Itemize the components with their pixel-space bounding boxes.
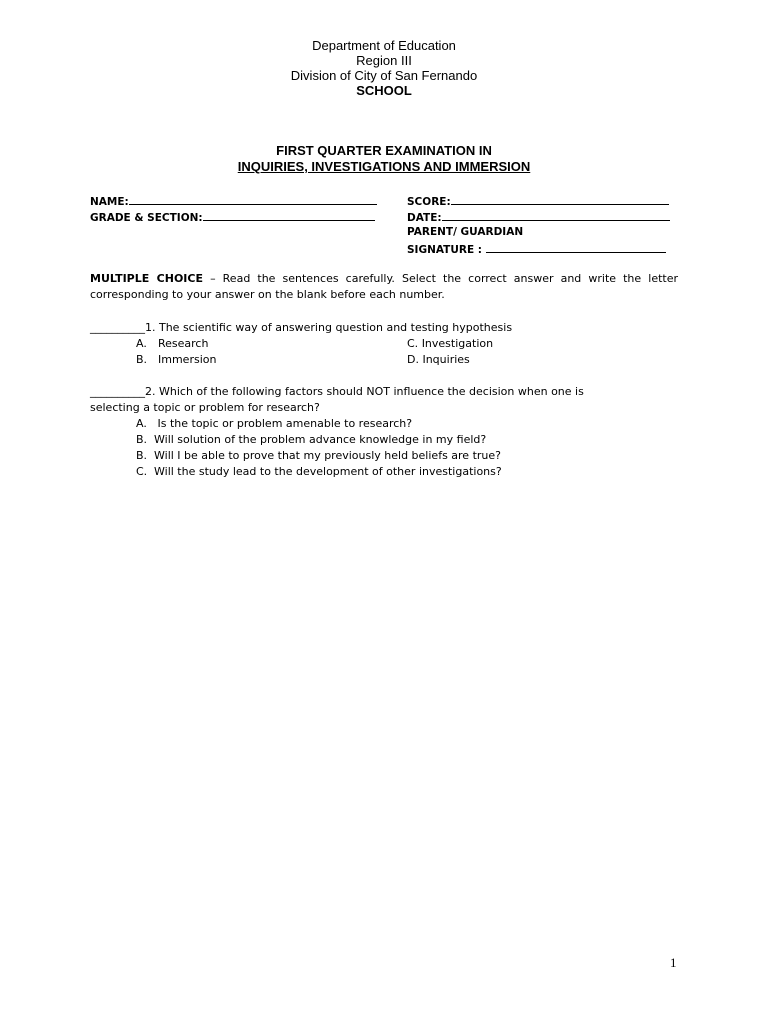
option-letter: C. xyxy=(136,465,148,478)
document-header xyxy=(0,38,768,98)
option-letter: D. xyxy=(407,353,419,366)
page-number: 1 xyxy=(670,955,677,970)
grade-section-label: GRADE & SECTION: xyxy=(90,212,203,224)
date-label: DATE: xyxy=(407,212,442,224)
grade-section-field xyxy=(90,208,375,226)
name-label: NAME: xyxy=(90,196,129,208)
option-2b-second xyxy=(136,448,501,464)
date-blank[interactable] xyxy=(442,208,670,221)
score-label: SCORE: xyxy=(407,196,451,208)
option-text: Is the topic or problem amenable to research? xyxy=(154,417,413,430)
option-1a xyxy=(136,336,208,352)
instructions-text: – Read the sentences carefully. Select the correct answer and write the letter corresponding to your answer on the blank before each number. xyxy=(90,272,678,301)
school-name: SCHOOL xyxy=(356,83,412,98)
question-1 xyxy=(90,320,512,336)
exam-title xyxy=(0,143,768,175)
division-name: Division of City of San Fernando xyxy=(290,68,478,83)
option-text: Immersion xyxy=(158,353,217,366)
name-blank[interactable] xyxy=(129,192,377,205)
answer-blank-1[interactable]: __________ xyxy=(90,321,145,334)
option-letter: B. xyxy=(136,433,148,446)
option-text: Research xyxy=(158,337,209,350)
instructions-label: MULTIPLE CHOICE xyxy=(90,272,203,285)
option-letter: B. xyxy=(136,449,148,462)
option-text: Will I be able to prove that my previously held beliefs are true? xyxy=(154,449,501,462)
exam-title-line1: FIRST QUARTER EXAMINATION IN xyxy=(276,143,492,158)
option-text: Investigation xyxy=(421,337,494,350)
option-1c xyxy=(407,336,493,352)
option-text: Will the study lead to the development of other investigations? xyxy=(154,465,502,478)
option-1b xyxy=(136,352,216,368)
instructions xyxy=(90,271,678,303)
parent-guardian-label: PARENT/ GUARDIAN xyxy=(407,226,524,238)
option-1d xyxy=(407,352,470,368)
option-2c xyxy=(136,464,502,480)
question-2 xyxy=(90,384,584,400)
option-letter: B. xyxy=(136,353,148,366)
signature-blank[interactable] xyxy=(486,240,666,253)
option-2b xyxy=(136,432,486,448)
option-letter: C. xyxy=(407,337,419,350)
option-text: Inquiries xyxy=(422,353,470,366)
question-2-text: 2. Which of the following factors should NOT influence the decision when one is xyxy=(145,385,584,398)
department-name: Department of Education xyxy=(312,38,456,53)
answer-blank-2[interactable]: __________ xyxy=(90,385,145,398)
option-text: Will solution of the problem advance knowledge in my field? xyxy=(154,433,487,446)
signature-field xyxy=(407,240,666,258)
grade-section-blank[interactable] xyxy=(203,208,375,221)
option-letter: A. xyxy=(136,417,147,430)
question-1-text: 1. The scientific way of answering question and testing hypothesis xyxy=(145,321,513,334)
region-name: Region III xyxy=(356,53,412,68)
option-2a xyxy=(136,416,412,432)
score-blank[interactable] xyxy=(451,192,669,205)
question-2-continuation: selecting a topic or problem for research? xyxy=(90,401,320,414)
option-letter: A. xyxy=(136,337,147,350)
signature-label: SIGNATURE : xyxy=(407,244,482,256)
exam-title-line2: INQUIRIES, INVESTIGATIONS AND IMMERSION xyxy=(237,159,531,174)
